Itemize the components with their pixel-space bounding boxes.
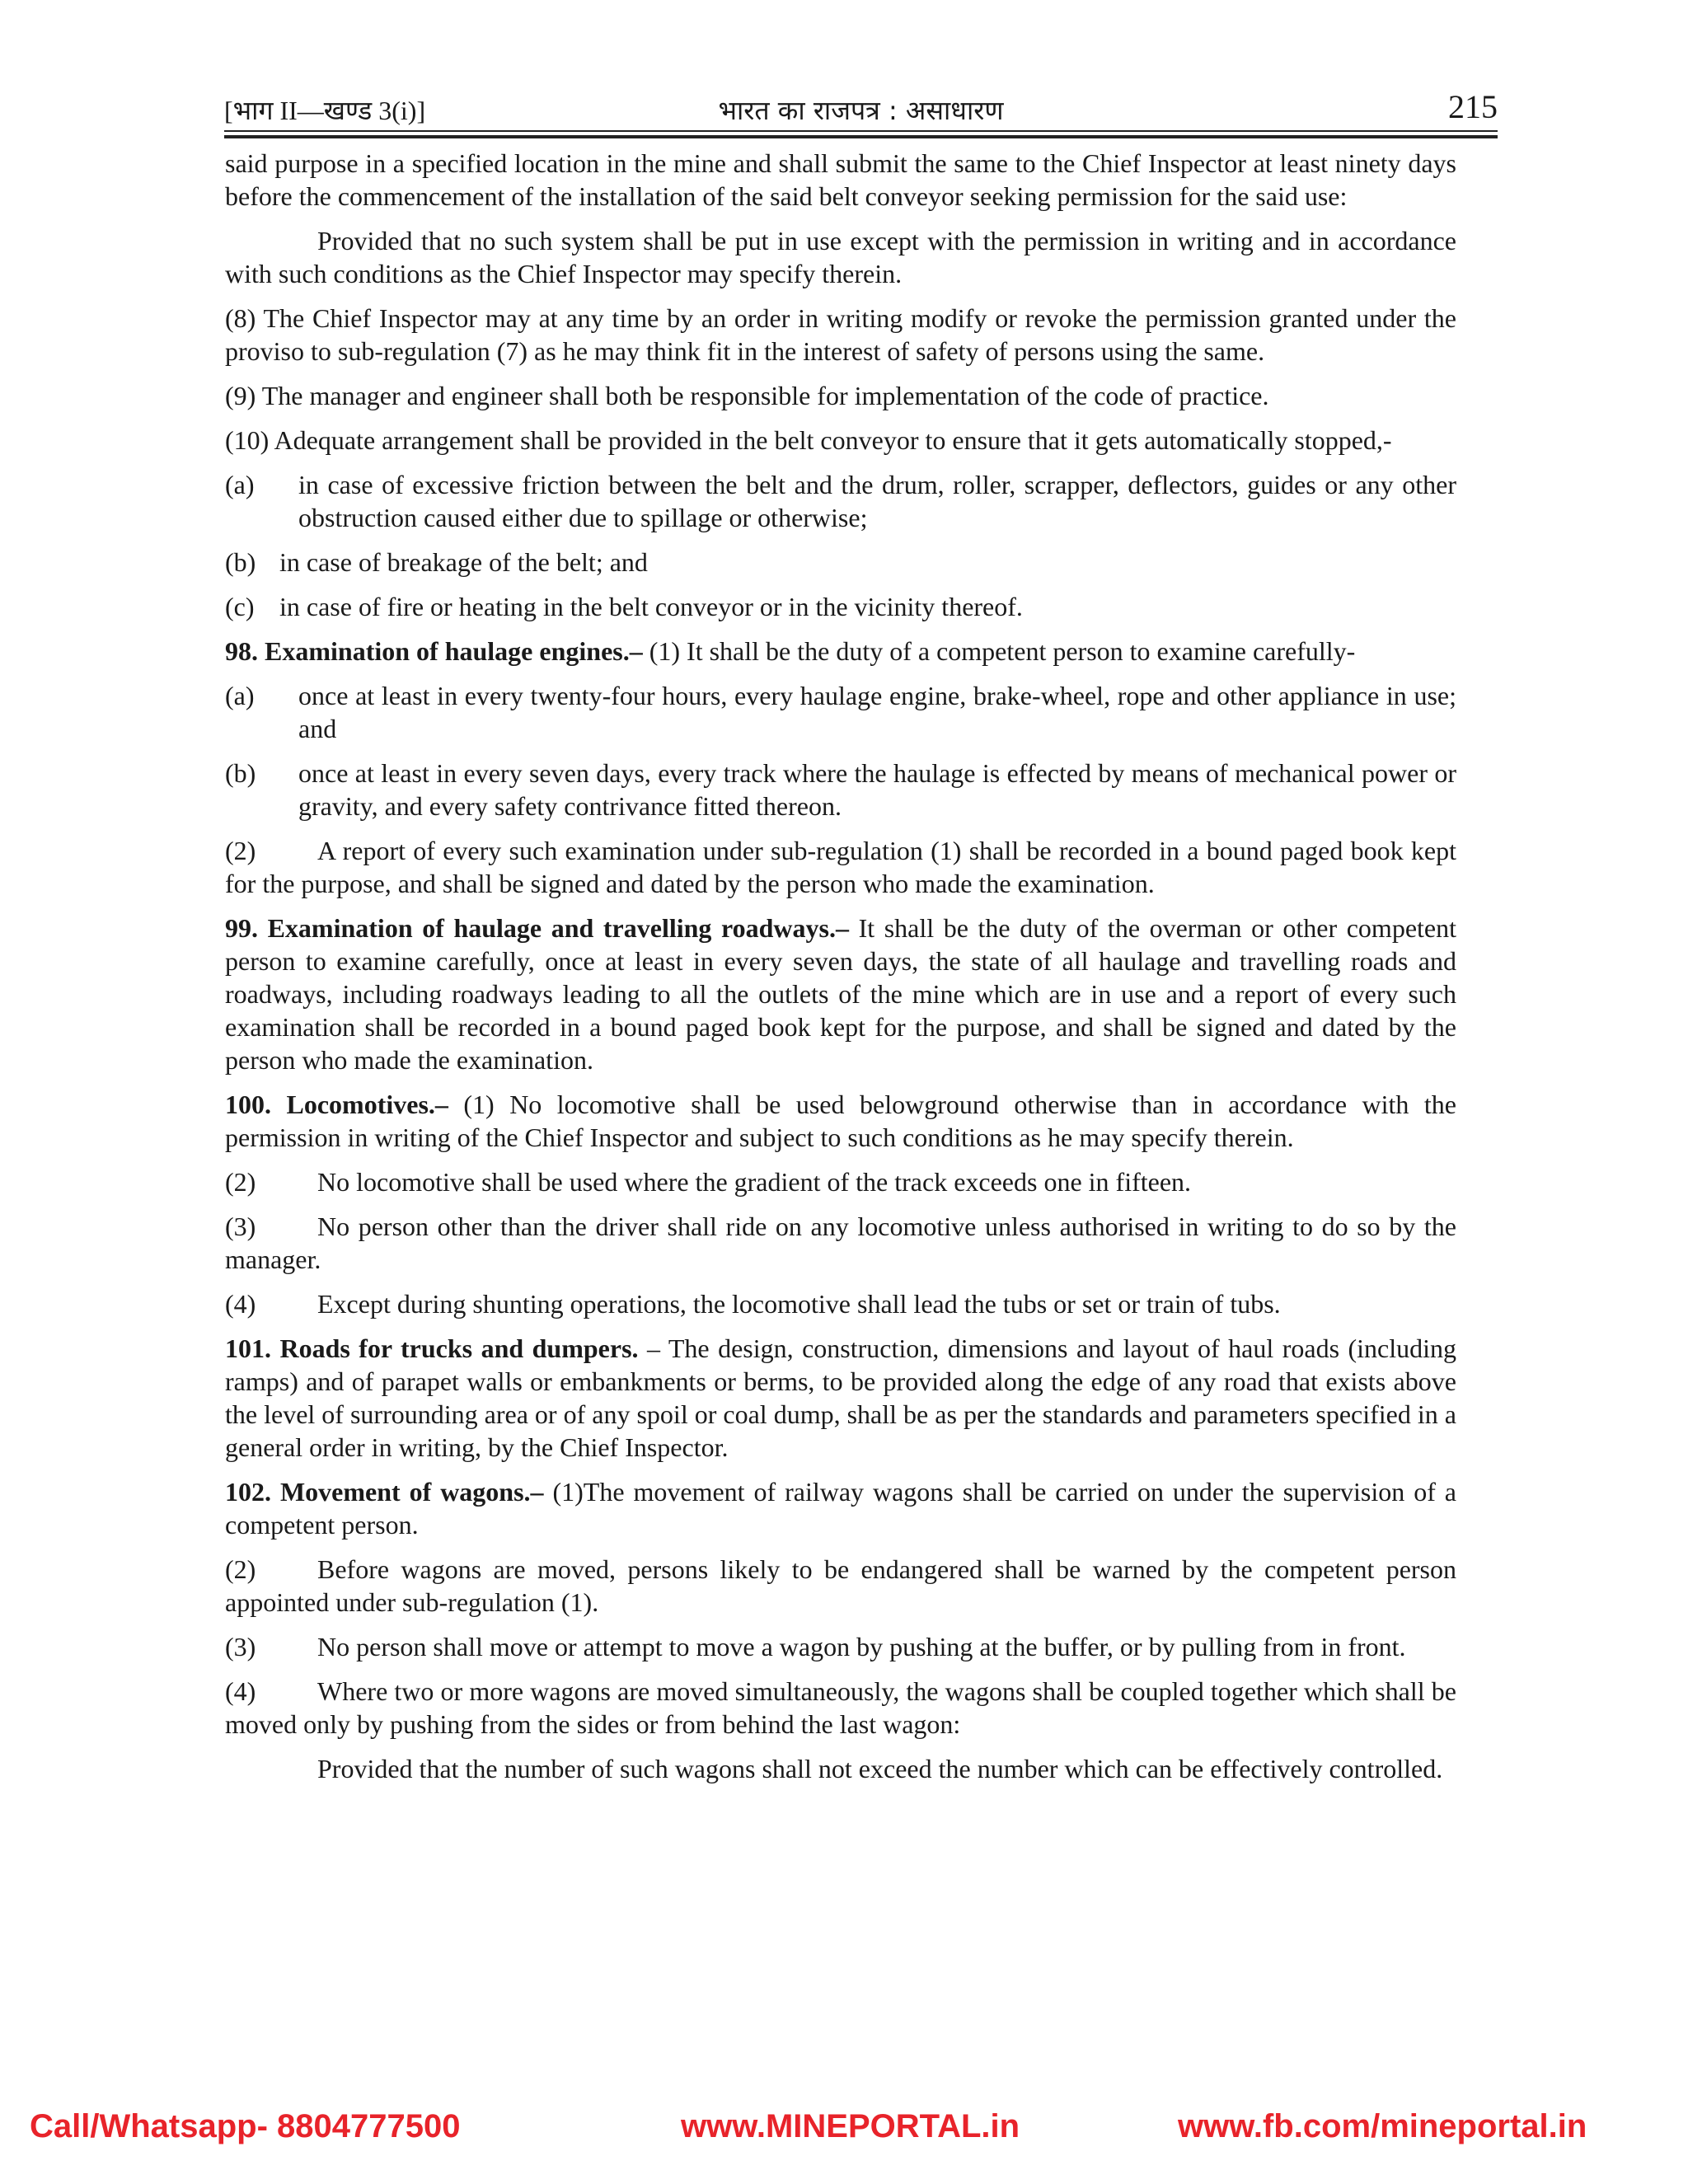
sub-regulation-text: No locomotive shall be used where the gradient of the track exceeds one in fifteen. — [317, 1167, 1192, 1197]
regulation-100 — [225, 1088, 1456, 1154]
sub-regulation-text: A report of every such examination under sub-regulation (1) shall be recorded in a bound paged book kept for the purpose, and shall be signed and dated by the person who made the examination. — [225, 836, 1456, 898]
sub-regulation-100-2 — [225, 1165, 1456, 1198]
header-rule-thick — [224, 135, 1498, 138]
sub-regulation-label: (3) — [225, 1632, 256, 1661]
sub-regulation-text: Where two or more wagons are moved simultaneously, the wagons shall be coupled together which shall be moved only by pushing from the sides or from behind the last wagon: — [225, 1676, 1456, 1739]
clause-label: (a) — [225, 470, 255, 499]
regulation-heading: 98. Examination of haulage engines.– — [225, 636, 643, 666]
regulation-heading: 102. Movement of wagons.– — [225, 1477, 544, 1507]
page-header — [224, 88, 1498, 130]
sub-regulation-text: Before wagons are moved, persons likely to be endangered shall be warned by the competent person appointed under sub-regulation (1). — [225, 1554, 1456, 1617]
clause-text: once at least in every seven days, every track where the haulage is effected by means of mechanical power or gravity, and every safety contrivance fitted thereon. — [298, 758, 1456, 821]
regulation-101 — [225, 1332, 1456, 1464]
regulation-heading: 100. Locomotives.– — [225, 1090, 448, 1119]
sub-regulation-text: No person shall move or attempt to move a wagon by pushing at the buffer, or by pulling from in front. — [317, 1632, 1406, 1661]
sub-regulation-text: No person other than the driver shall ride on any locomotive unless authorised in writing to do so by the manager. — [225, 1212, 1456, 1274]
regulation-text: – The design, construction, dimensions and layout of haul roads (including ramps) and of parapet walls or embankments or berms, to be provided along the edge of any road that exists above the level of surrounding area or of any spoil or coal dump, shall be as per the standards and parameters specified in a general order in writing, by the Chief Inspector. — [225, 1333, 1457, 1462]
clause-98a — [225, 679, 1456, 745]
sub-regulation-text: Except during shunting operations, the locomotive shall lead the tubs or set or train of tubs. — [317, 1289, 1281, 1319]
footer-facebook-link[interactable]: www.fb.com/mineportal.in — [1178, 2108, 1587, 2144]
page-number: 215 — [1448, 88, 1498, 125]
sub-regulation-label: (2) — [225, 1167, 256, 1197]
sub-regulation-9: (9) The manager and engineer shall both be responsible for implementation of the code of practice. — [225, 381, 1269, 410]
sub-regulation-98-2 — [225, 834, 1456, 900]
sub-regulation-102-4 — [225, 1675, 1456, 1741]
clause-10b — [225, 546, 1456, 579]
regulation-text: It shall be the duty of the overman or other competent person to examine carefully, once at least in every seven days, the state of all haulage and travelling roads and roadways, including roadways leading to all the outlets of the mine which are in use and a report of every such examination shall be recorded in a bound paged book kept for the purpose, and shall be signed and dated by the person who made the examination. — [225, 913, 1457, 1075]
gazette-part-label: [भाग II—खण्ड 3(i)] — [224, 96, 426, 125]
regulation-98 — [225, 635, 1456, 668]
clause-text: in case of fire or heating in the belt conveyor or in the vicinity thereof. — [279, 592, 1023, 621]
clause-98b — [225, 757, 1456, 823]
clause-label: (a) — [225, 681, 255, 710]
clause-10c — [225, 590, 1456, 623]
clause-text: in case of breakage of the belt; and — [279, 547, 648, 577]
regulation-heading: 101. Roads for trucks and dumpers. — [225, 1333, 639, 1363]
regulation-text: (1)The movement of railway wagons shall be carried on under the supervision of a competent person. — [225, 1477, 1456, 1540]
clause-text: once at least in every twenty-four hours, every haulage engine, brake-wheel, rope and other appliance in use; and — [298, 681, 1456, 743]
sub-regulation-label: (4) — [225, 1289, 256, 1319]
sub-regulation-10: (10) Adequate arrangement shall be provided in the belt conveyor to ensure that it gets automatically stopped,- — [225, 425, 1392, 455]
regulation-text: (1) It shall be the duty of a competent person to examine carefully- — [642, 636, 1356, 666]
clause-10a — [225, 468, 1456, 534]
sub-regulation-102-2 — [225, 1553, 1456, 1619]
sub-regulation-label: (2) — [225, 1554, 256, 1584]
regulation-text: (1) No locomotive shall be used belowground otherwise than in accordance with the permission in writing of the Chief Inspector and subject to such conditions as he may specify therein. — [225, 1090, 1457, 1152]
sub-regulation-label: (2) — [225, 836, 256, 865]
page-footer — [0, 2108, 1688, 2158]
clause-label: (b) — [225, 758, 256, 788]
regulation-102 — [225, 1475, 1456, 1541]
header-rule-thin — [224, 130, 1498, 132]
clause-label: (b) — [225, 547, 256, 577]
proviso-paragraph: Provided that the number of such wagons shall not exceed the number which can be effectively controlled. — [317, 1754, 1443, 1783]
footer-website-link[interactable]: www.MINEPORTAL.in — [681, 2108, 1020, 2144]
clause-text: in case of excessive friction between the belt and the drum, roller, scrapper, deflectors, guides or any other obstruction caused either due to spillage or otherwise; — [298, 470, 1456, 532]
sub-regulation-100-4 — [225, 1287, 1456, 1320]
regulation-heading: 99. Examination of haulage and travelling roadways.– — [225, 913, 849, 943]
sub-regulation-102-3 — [225, 1630, 1456, 1663]
regulation-99 — [225, 912, 1456, 1076]
sub-regulation-100-3 — [225, 1210, 1456, 1276]
footer-phone: Call/Whatsapp- 8804777500 — [30, 2108, 461, 2144]
sub-regulation-label: (4) — [225, 1676, 256, 1706]
gazette-title: भारत का राजपत्र : असाधारण — [718, 95, 1004, 126]
sub-regulation-8: (8) The Chief Inspector may at any time by an order in writing modify or revoke the permission granted under the proviso to sub-regulation (7) as he may think fit in the interest of safety of persons using the same. — [225, 303, 1456, 366]
document-body — [225, 147, 1456, 1797]
proviso-paragraph: Provided that no such system shall be put in use except with the permission in writing and in accordance with such conditions as the Chief Inspector may specify therein. — [225, 226, 1456, 288]
clause-label: (c) — [225, 592, 255, 621]
sub-regulation-label: (3) — [225, 1212, 256, 1241]
paragraph-continued: said purpose in a specified location in the mine and shall submit the same to the Chief Inspector at least ninety days before the commencement of the installation of the said belt conveyor seeking permission for the said use: — [225, 148, 1456, 211]
